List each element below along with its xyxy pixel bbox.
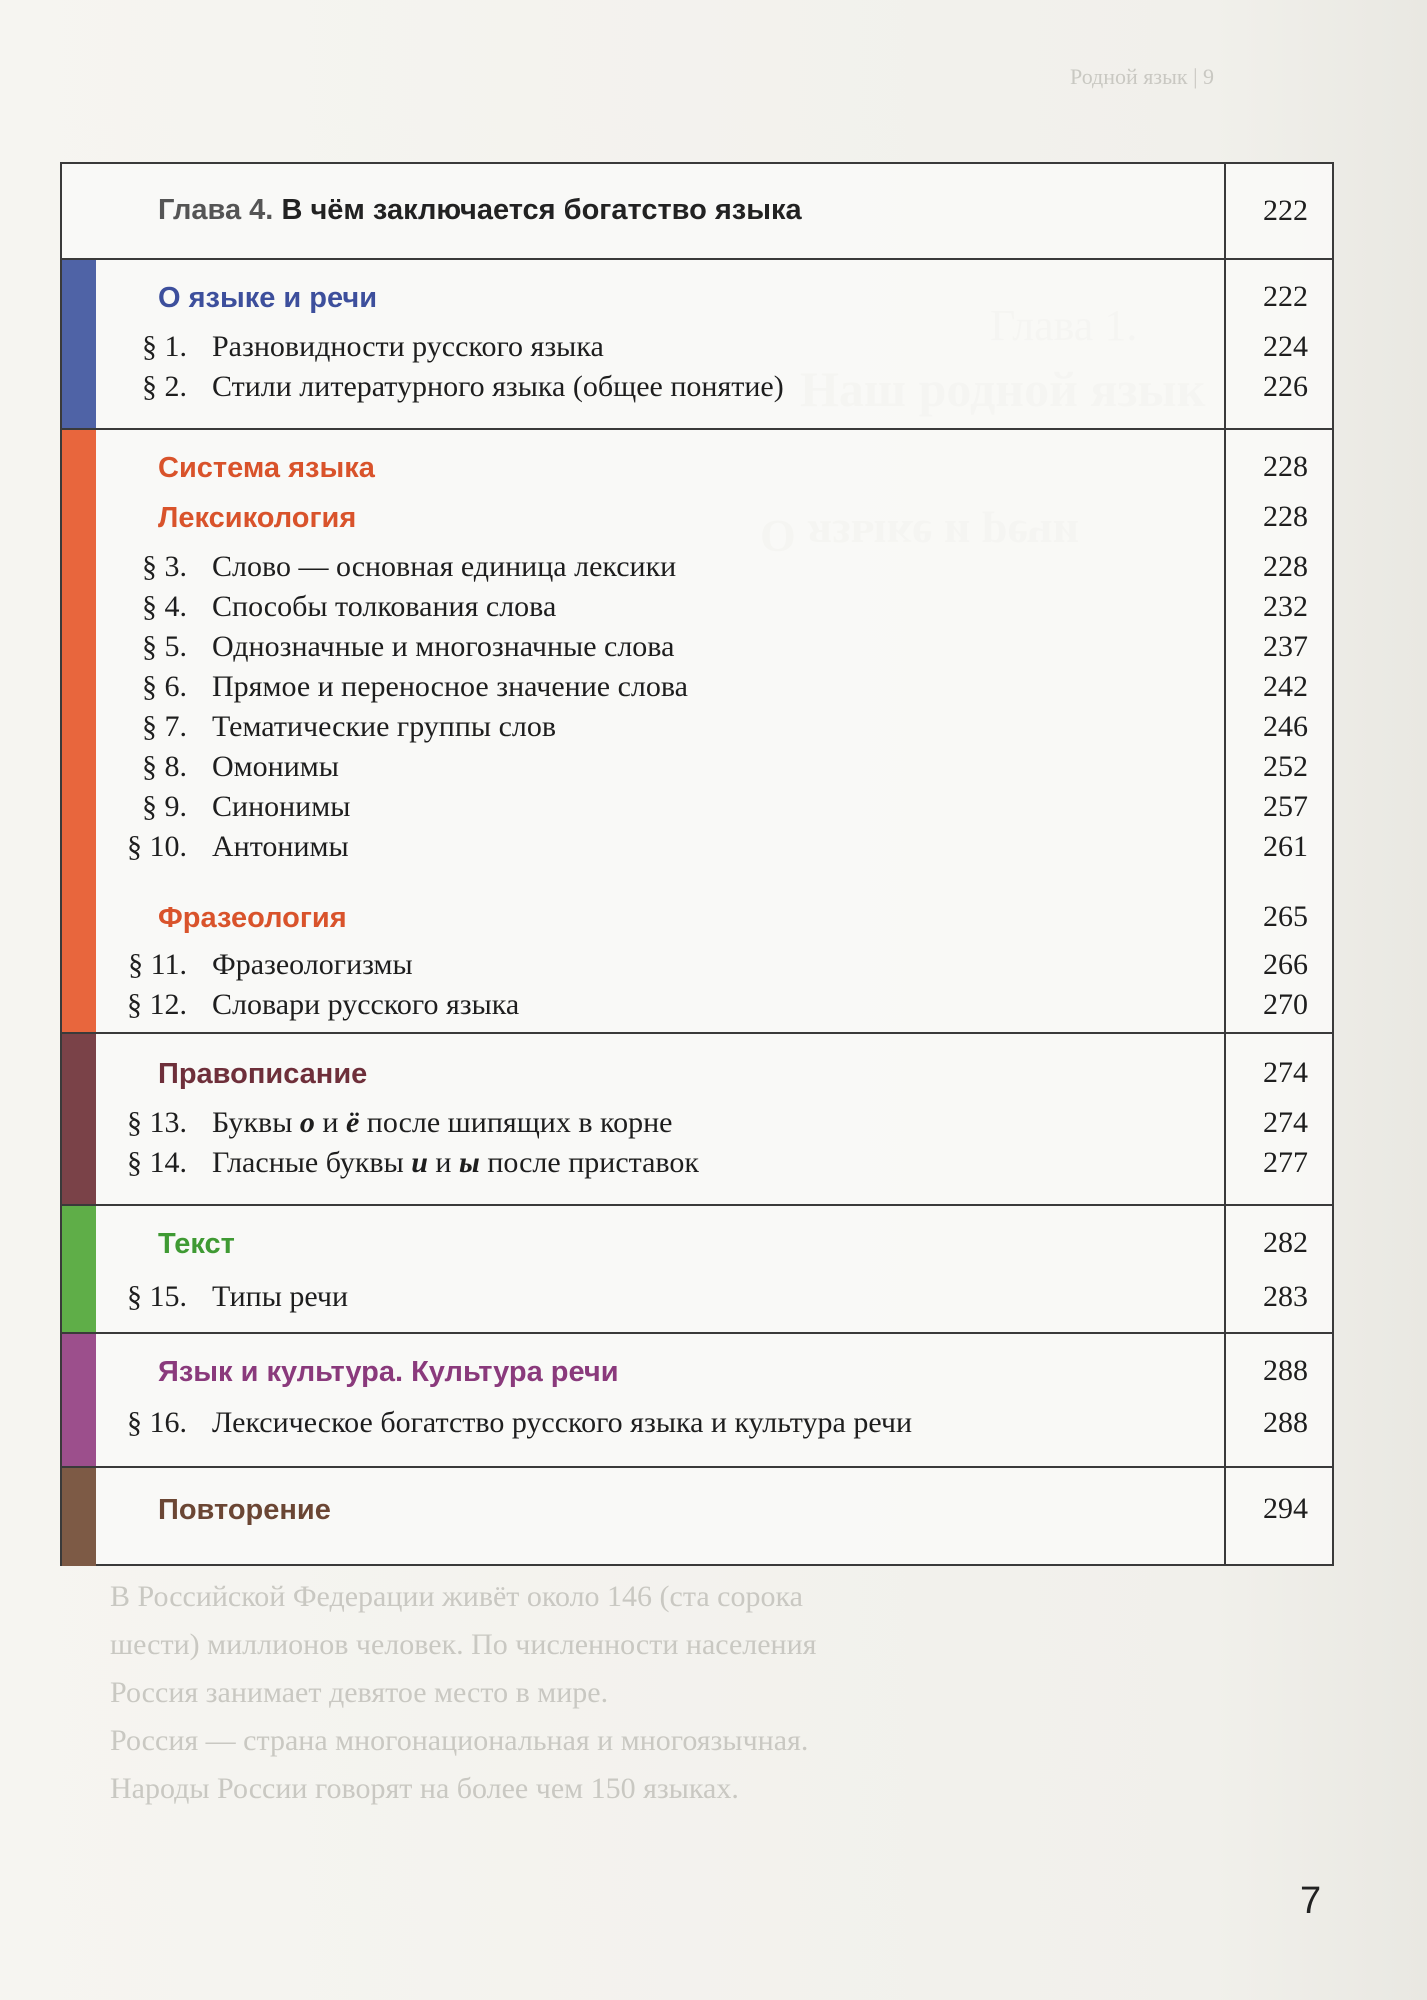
- section-language-culture: Язык и культура. Культура речи 288 § 16. Лексическое богатство русского языка и культура речи 288: [62, 1332, 1332, 1468]
- subsection-title: Лексикология: [158, 502, 357, 534]
- section-about-language: О языке и речи 222 § 1. Разновидности русского языка 224 § 2. Стили литературного языка (общее понятие) 226: [62, 258, 1332, 430]
- page-number: 283: [1263, 1280, 1308, 1313]
- page-footer-number: 7: [1300, 1880, 1322, 1922]
- page-number: 224: [1263, 330, 1308, 363]
- page-number: 237: [1263, 630, 1308, 663]
- page-number: 228: [1263, 550, 1308, 583]
- section-color-bar: [62, 1206, 96, 1334]
- subsection-title: Фразеология: [158, 902, 347, 934]
- section-language-system: Система языка 228 Лексикология 228 § 3. Слово — основная единица лексики 228 § 4. Способы толкования слова 232 § 5. Однозначные и многозначные слова 237 § 6. Прямое и переносное значение слова 242 § 7. Тематические группы слов 246 § 8. Омонимы 252 § 9. Синонимы 257 § 10. Антонимы 261 Фразеология 265 § 11. Фразеологизмы 266 § 12. Словари русского языка 270: [62, 428, 1332, 1034]
- page-number-column-divider: [1224, 164, 1226, 1564]
- page-number: 270: [1263, 988, 1308, 1021]
- page-number: 274: [1263, 1106, 1308, 1139]
- page-number: 288: [1263, 1354, 1308, 1387]
- section-title: Язык и культура. Культура речи: [158, 1356, 619, 1388]
- section-title: О языке и речи: [158, 282, 378, 314]
- section-title: Повторение: [158, 1494, 331, 1526]
- page-number: 222: [1263, 280, 1308, 313]
- table-of-contents: [60, 162, 1334, 1566]
- section-title: Правописание: [158, 1058, 368, 1090]
- page-number: 246: [1263, 710, 1308, 743]
- page-number: 228: [1263, 500, 1308, 533]
- page-number: 265: [1263, 900, 1308, 933]
- section-color-bar: [62, 260, 96, 430]
- section-color-bar: [62, 1034, 96, 1206]
- page-number: 266: [1263, 948, 1308, 981]
- section-review: [62, 1466, 1332, 1566]
- ghost-text: Родной язык | 9: [1070, 64, 1214, 89]
- ghost-text: Россия — страна многонациональная и многоязычная.: [110, 1724, 809, 1757]
- page-number: 232: [1263, 590, 1308, 623]
- page-number: 277: [1263, 1146, 1308, 1179]
- ghost-text: Россия занимает девятое место в мире.: [110, 1676, 609, 1709]
- page-number: 242: [1263, 670, 1308, 703]
- page-number: 228: [1263, 450, 1308, 483]
- page-number: 274: [1263, 1056, 1308, 1089]
- chapter-title: Глава 4. В чём заключается богатство языка: [158, 194, 802, 226]
- ghost-text: В Российской Федерации живёт около 146 (ста сорока: [110, 1580, 803, 1613]
- section-color-bar: [62, 1468, 96, 1566]
- section-color-bar: [62, 1334, 96, 1468]
- page-number: 282: [1263, 1226, 1308, 1259]
- ghost-text: шести) миллионов человек. По численности населения: [110, 1628, 817, 1661]
- section-text: Текст 282 § 15. Типы речи 283: [62, 1204, 1332, 1334]
- page-number: 222: [1263, 194, 1308, 227]
- chapter-row: [62, 164, 1332, 258]
- page-number: 288: [1263, 1406, 1308, 1439]
- section-spelling: Правописание 274 § 13. Буквы о и ё после шипящих в корне 274 § 14. Гласные буквы и и ы после приставок 277: [62, 1032, 1332, 1206]
- page-number: 252: [1263, 750, 1308, 783]
- page-number: 226: [1263, 370, 1308, 403]
- section-title: Система языка: [158, 452, 375, 484]
- section-title: Текст: [158, 1228, 235, 1260]
- section-color-bar: [62, 430, 96, 1034]
- page-number: 294: [1263, 1492, 1308, 1525]
- page-number: 261: [1263, 830, 1308, 863]
- ghost-text: Народы России говорят на более чем 150 языках.: [110, 1772, 739, 1805]
- page-number: 257: [1263, 790, 1308, 823]
